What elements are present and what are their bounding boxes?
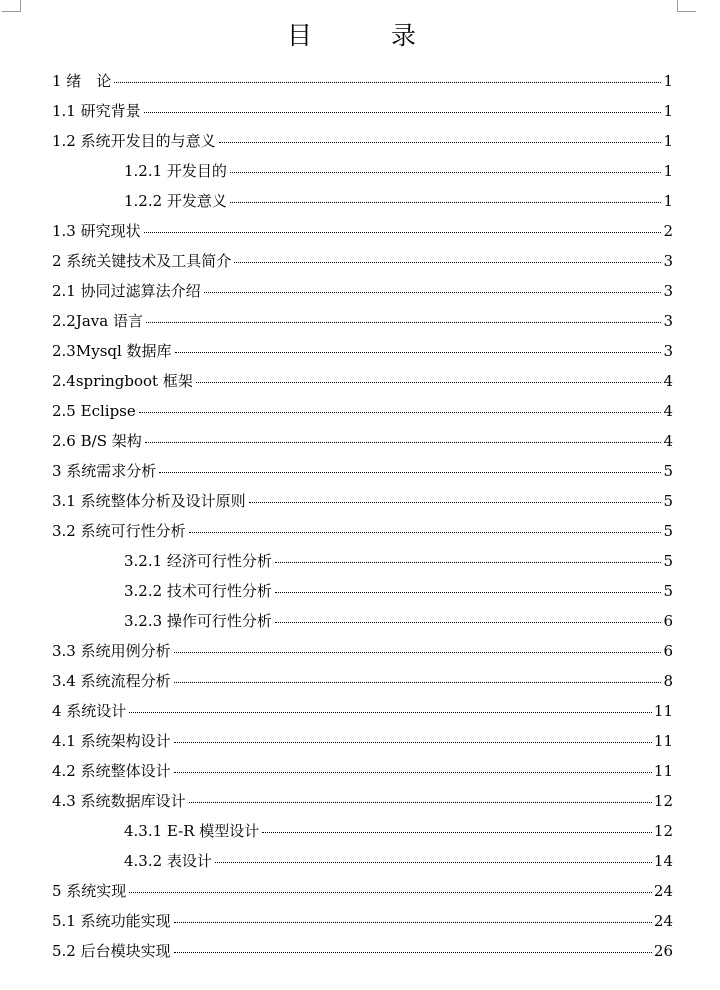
toc-entry-page: 1 bbox=[663, 102, 673, 120]
toc-entry[interactable] bbox=[124, 186, 673, 216]
toc-entry-label: 1 绪 论 bbox=[52, 72, 112, 90]
toc-leader bbox=[249, 502, 662, 503]
toc-leader bbox=[196, 382, 662, 383]
toc-leader bbox=[189, 532, 662, 533]
toc-entry-page: 3 bbox=[663, 252, 673, 270]
toc-entry[interactable] bbox=[124, 846, 673, 876]
toc-leader bbox=[144, 112, 662, 113]
toc-entry-page: 24 bbox=[653, 882, 673, 900]
toc-leader bbox=[204, 292, 662, 293]
toc-leader bbox=[174, 772, 652, 773]
toc-entry[interactable] bbox=[52, 906, 673, 936]
toc-entry-label: 2.6 B/S 架构 bbox=[52, 432, 142, 450]
toc-entry-page: 2 bbox=[663, 222, 673, 240]
toc-entry-label: 3.1 系统整体分析及设计原则 bbox=[52, 492, 246, 510]
toc-entry-page: 1 bbox=[663, 72, 673, 90]
toc-entry-label: 3.2.2 技术可行性分析 bbox=[124, 582, 272, 600]
toc-entry-page: 4 bbox=[663, 372, 673, 390]
toc-entry-label: 3.2 系统可行性分析 bbox=[52, 522, 186, 540]
toc-entry-page: 6 bbox=[663, 642, 673, 660]
toc-entry-page: 3 bbox=[663, 282, 673, 300]
toc-leader bbox=[275, 592, 662, 593]
toc-entry-page: 5 bbox=[663, 582, 673, 600]
toc-entry-label: 4.2 系统整体设计 bbox=[52, 762, 171, 780]
toc-entry[interactable] bbox=[52, 96, 673, 126]
toc-entry-page: 1 bbox=[663, 192, 673, 210]
toc-entry-page: 3 bbox=[663, 342, 673, 360]
toc-leader bbox=[215, 862, 652, 863]
toc-entry[interactable] bbox=[52, 636, 673, 666]
toc-entry[interactable] bbox=[124, 606, 673, 636]
toc-entry[interactable] bbox=[52, 396, 673, 426]
toc-leader bbox=[219, 142, 662, 143]
toc-entry[interactable] bbox=[52, 486, 673, 516]
toc-entry-page: 4 bbox=[663, 402, 673, 420]
toc-entry[interactable] bbox=[52, 666, 673, 696]
toc-leader bbox=[129, 712, 652, 713]
toc-entry-label: 3.4 系统流程分析 bbox=[52, 672, 171, 690]
toc-entry-page: 5 bbox=[663, 552, 673, 570]
toc-entry-page: 5 bbox=[663, 462, 673, 480]
toc-entry[interactable] bbox=[52, 306, 673, 336]
toc-entry[interactable] bbox=[52, 336, 673, 366]
toc-leader bbox=[174, 652, 662, 653]
toc-entry-page: 26 bbox=[653, 942, 673, 960]
toc-entry-page: 12 bbox=[653, 792, 673, 810]
toc-entry-label: 1.3 研究现状 bbox=[52, 222, 141, 240]
toc-entry-page: 3 bbox=[663, 312, 673, 330]
toc-leader bbox=[275, 562, 662, 563]
toc-leader bbox=[189, 802, 652, 803]
toc-leader bbox=[139, 412, 662, 413]
toc-entry-label: 4 系统设计 bbox=[52, 702, 127, 720]
toc-entry-label: 3.2.3 操作可行性分析 bbox=[124, 612, 272, 630]
toc-entry[interactable] bbox=[52, 756, 673, 786]
toc-leader bbox=[144, 232, 662, 233]
toc-entry-label: 2.4springboot 框架 bbox=[52, 372, 193, 390]
toc-entry[interactable] bbox=[52, 786, 673, 816]
toc-entry-label: 4.3.2 表设计 bbox=[124, 852, 212, 870]
toc-entry[interactable] bbox=[52, 726, 673, 756]
toc-entry[interactable] bbox=[52, 366, 673, 396]
toc-entry-label: 2.2Java 语言 bbox=[52, 312, 143, 330]
toc-entry-label: 5.2 后台模块实现 bbox=[52, 942, 171, 960]
toc-entry[interactable] bbox=[52, 516, 673, 546]
toc-entry[interactable] bbox=[124, 546, 673, 576]
toc-leader bbox=[174, 682, 662, 683]
toc-entry-page: 12 bbox=[653, 822, 673, 840]
toc-entry-page: 14 bbox=[653, 852, 673, 870]
toc-leader bbox=[275, 622, 662, 623]
toc-entry[interactable] bbox=[52, 276, 673, 306]
toc-entry[interactable] bbox=[124, 816, 673, 846]
toc-entry-label: 4.3.1 E-R 模型设计 bbox=[124, 822, 260, 840]
toc-entry-label: 5 系统实现 bbox=[52, 882, 127, 900]
toc-entry-label: 2 系统关键技术及工具简介 bbox=[52, 252, 232, 270]
toc-entry[interactable] bbox=[52, 696, 673, 726]
toc-entry-page: 5 bbox=[663, 492, 673, 510]
toc-leader bbox=[230, 172, 662, 173]
page-corner-mark-right bbox=[677, 0, 696, 12]
toc-entry[interactable] bbox=[52, 126, 673, 156]
toc-entry-page: 4 bbox=[663, 432, 673, 450]
toc-entry[interactable] bbox=[52, 426, 673, 456]
toc-entry-page: 1 bbox=[663, 132, 673, 150]
toc-entry-label: 1.2.1 开发目的 bbox=[124, 162, 227, 180]
toc-entry[interactable] bbox=[52, 216, 673, 246]
toc-entry-label: 3.2.1 经济可行性分析 bbox=[124, 552, 272, 570]
toc-entry[interactable] bbox=[52, 66, 673, 96]
toc-entry-label: 4.3 系统数据库设计 bbox=[52, 792, 186, 810]
toc-entry-page: 24 bbox=[653, 912, 673, 930]
toc-entry-label: 5.1 系统功能实现 bbox=[52, 912, 171, 930]
toc-leader bbox=[174, 952, 652, 953]
toc-entry-label: 2.5 Eclipse bbox=[52, 402, 136, 420]
toc-entry-label: 1.2.2 开发意义 bbox=[124, 192, 227, 210]
toc-entry-page: 6 bbox=[663, 612, 673, 630]
toc-leader bbox=[262, 832, 652, 833]
toc-entry-page: 11 bbox=[653, 702, 673, 720]
toc-entry-label: 3 系统需求分析 bbox=[52, 462, 157, 480]
toc-entry-label: 2.3Mysql 数据库 bbox=[52, 342, 172, 360]
toc-leader bbox=[146, 322, 661, 323]
toc-leader bbox=[159, 472, 661, 473]
toc-entry[interactable] bbox=[52, 456, 673, 486]
toc-entry-label: 1.1 研究背景 bbox=[52, 102, 141, 120]
toc-leader bbox=[175, 352, 662, 353]
toc-entry-label: 1.2 系统开发目的与意义 bbox=[52, 132, 216, 150]
toc-leader bbox=[129, 892, 652, 893]
page-corner-mark-left bbox=[2, 0, 21, 12]
toc-title: 目 录 bbox=[286, 21, 443, 50]
toc-entry-page: 11 bbox=[653, 732, 673, 750]
toc-entry-page: 5 bbox=[663, 522, 673, 540]
toc-leader bbox=[234, 262, 661, 263]
toc-entry-page: 1 bbox=[663, 162, 673, 180]
toc-entry-page: 8 bbox=[663, 672, 673, 690]
toc-entry[interactable] bbox=[52, 246, 673, 276]
toc-entry[interactable] bbox=[124, 156, 673, 186]
toc-entry-label: 2.1 协同过滤算法介绍 bbox=[52, 282, 201, 300]
toc-entry[interactable] bbox=[52, 936, 673, 966]
toc-entry[interactable] bbox=[124, 576, 673, 606]
toc-entry-label: 4.1 系统架构设计 bbox=[52, 732, 171, 750]
toc-leader bbox=[174, 742, 652, 743]
toc-leader bbox=[174, 922, 652, 923]
toc-leader bbox=[114, 82, 661, 83]
toc-entry[interactable] bbox=[52, 876, 673, 906]
toc-entry-label: 3.3 系统用例分析 bbox=[52, 642, 171, 660]
toc-leader bbox=[230, 202, 662, 203]
toc-leader bbox=[145, 442, 662, 443]
toc-entry-page: 11 bbox=[653, 762, 673, 780]
